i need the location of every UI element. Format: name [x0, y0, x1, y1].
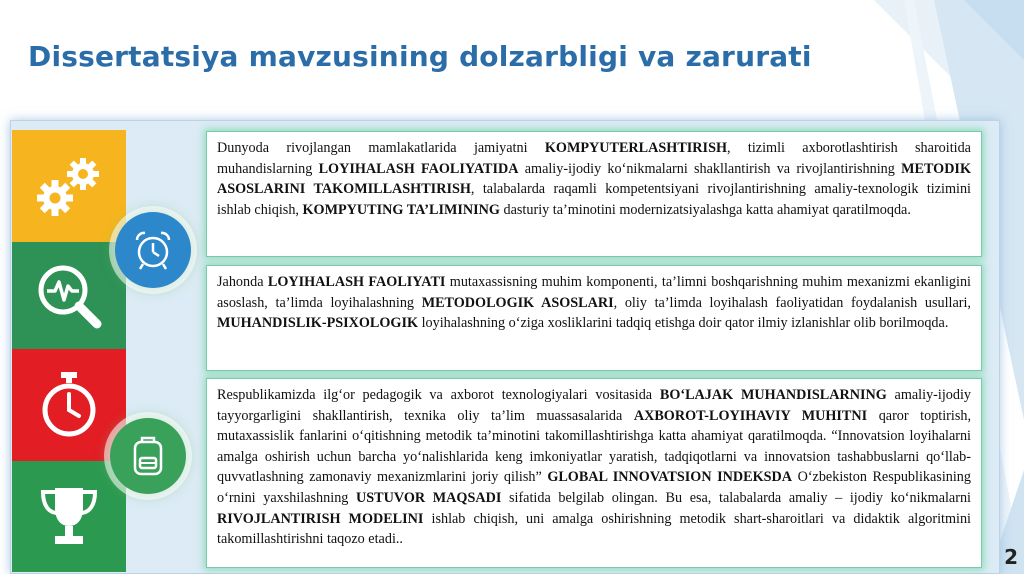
analysis-tile [12, 242, 126, 349]
stopwatch-icon [37, 370, 101, 440]
emphasis-text: KOMPYUTING TA’LIMINING [302, 201, 500, 218]
emphasis-text: MUHANDISLIK-PSIXOLOGIK [217, 315, 419, 332]
emphasis-text: GLOBAL INNOVATSION INDEKSDA [547, 469, 793, 486]
paragraph-1 [217, 138, 971, 220]
emphasis-text: LOYIHALASH FAOLIYATIDA [318, 160, 519, 177]
body-text: amaliy-ijodiy ko‘nikmalarni shakllantirish va rivojlantirishning [518, 160, 902, 177]
body-text: O‘zbekiston Respublikasining o‘rnini yaxshilashning [217, 469, 971, 506]
slide-title: Dissertatsiya mavzusining dolzarbligi va zarurati [28, 40, 812, 73]
emphasis-text: USTUVOR MAQSADI [356, 489, 502, 506]
alarm-clock-badge [115, 212, 191, 288]
backpack-icon [128, 434, 168, 478]
body-text: Dunyoda rivojlangan mamlakatlarida jamiyatni [217, 140, 545, 156]
body-text: dasturiy ta’minotini modernizatsiyalashga katta ahamiyat qaratilmoqda. [499, 201, 911, 218]
emphasis-text: METODIK ASOSLARINI TAKOMILLASHTIRISH [217, 160, 971, 198]
emphasis-text: LOYIHALASH FAOLIYATI [267, 274, 446, 290]
text-box-2 [206, 265, 982, 371]
emphasis-text: METODOLOGIK ASOSLARI [421, 294, 614, 311]
body-text: loyihalashning o‘ziga xosliklarini tadqiq etishga doir qator ilmiy izlanishlar olib borilmoqda. [418, 315, 949, 332]
page-number: 2 [1004, 545, 1018, 569]
trophy-tile [12, 461, 126, 572]
gears-tile [12, 130, 126, 242]
body-text: , talabalarda raqamli kompetentsiyani rivojlantirishning amaliy-texnologik tizimini ishlab chiqish, [217, 181, 971, 218]
body-text: mutaxassisning muhim komponenti, ta’limni boshqarishning muhim mexanizmi ekanligini asoslash, ta’limda loyihalashning [217, 274, 971, 311]
text-box-3 [206, 378, 982, 568]
body-text: Jahonda [217, 274, 268, 290]
timer-tile [12, 349, 126, 461]
emphasis-text: KOMPYUTERLASHTIRISH [544, 140, 727, 156]
body-text: amaliy-ijodiy tayyorgarligini shakllantirish, texnika oliy ta’lim muassasalarida [217, 387, 971, 424]
emphasis-text: AXBOROT-LOYIHAVIY MUHITNI [633, 407, 868, 424]
backpack-badge [110, 418, 186, 494]
trophy-icon [37, 484, 101, 550]
text-box-1 [206, 131, 982, 257]
body-text: sifatida belgilab olingan. Bu esa, talabalarda amaliy – ijodiy ko‘nikmalarni [501, 489, 971, 506]
emphasis-text: BO‘LAJAK MUHANDISLARNING [659, 387, 887, 403]
body-text: Respublikamizda ilg‘or pedagogik va axborot texnologiyalari vositasida [217, 387, 660, 403]
search-pulse-icon [33, 260, 105, 332]
emphasis-text: RIVOJLANTIRISH MODELINI [217, 510, 424, 527]
body-text: qaror toptirish, mutaxassislik fanlarini o‘qitishning metodik ta’minotini takomillashtirishga katta ahamiyat qaratilmoqda. “Innovatsion loyihalarni amalga oshirish uchun barcha yo‘nalishlarida keng imkoniyatlar yaratish, tadqiqotlarni va innovatsion tashabbuslarni qo‘llab-quvvatlashning zamonaviy mexanizmlarini joriy qilish” [217, 407, 971, 486]
body-text: ishlab chiqish, uni amalga oshirishning metodik shart-sharoitlari va didaktik algoritmini takomillashtirishni taqozo etadi.. [217, 510, 971, 548]
paragraph-2 [217, 272, 971, 334]
body-text: , oliy ta’limda loyihalash faoliyatidan foydalanish usullari, [613, 294, 971, 311]
alarm-clock-icon [131, 228, 175, 272]
paragraph-3 [217, 385, 971, 550]
body-text: , tizimli axborotlashtirish sharoitida muhandislarning [217, 140, 971, 177]
gears-icon [33, 150, 105, 222]
